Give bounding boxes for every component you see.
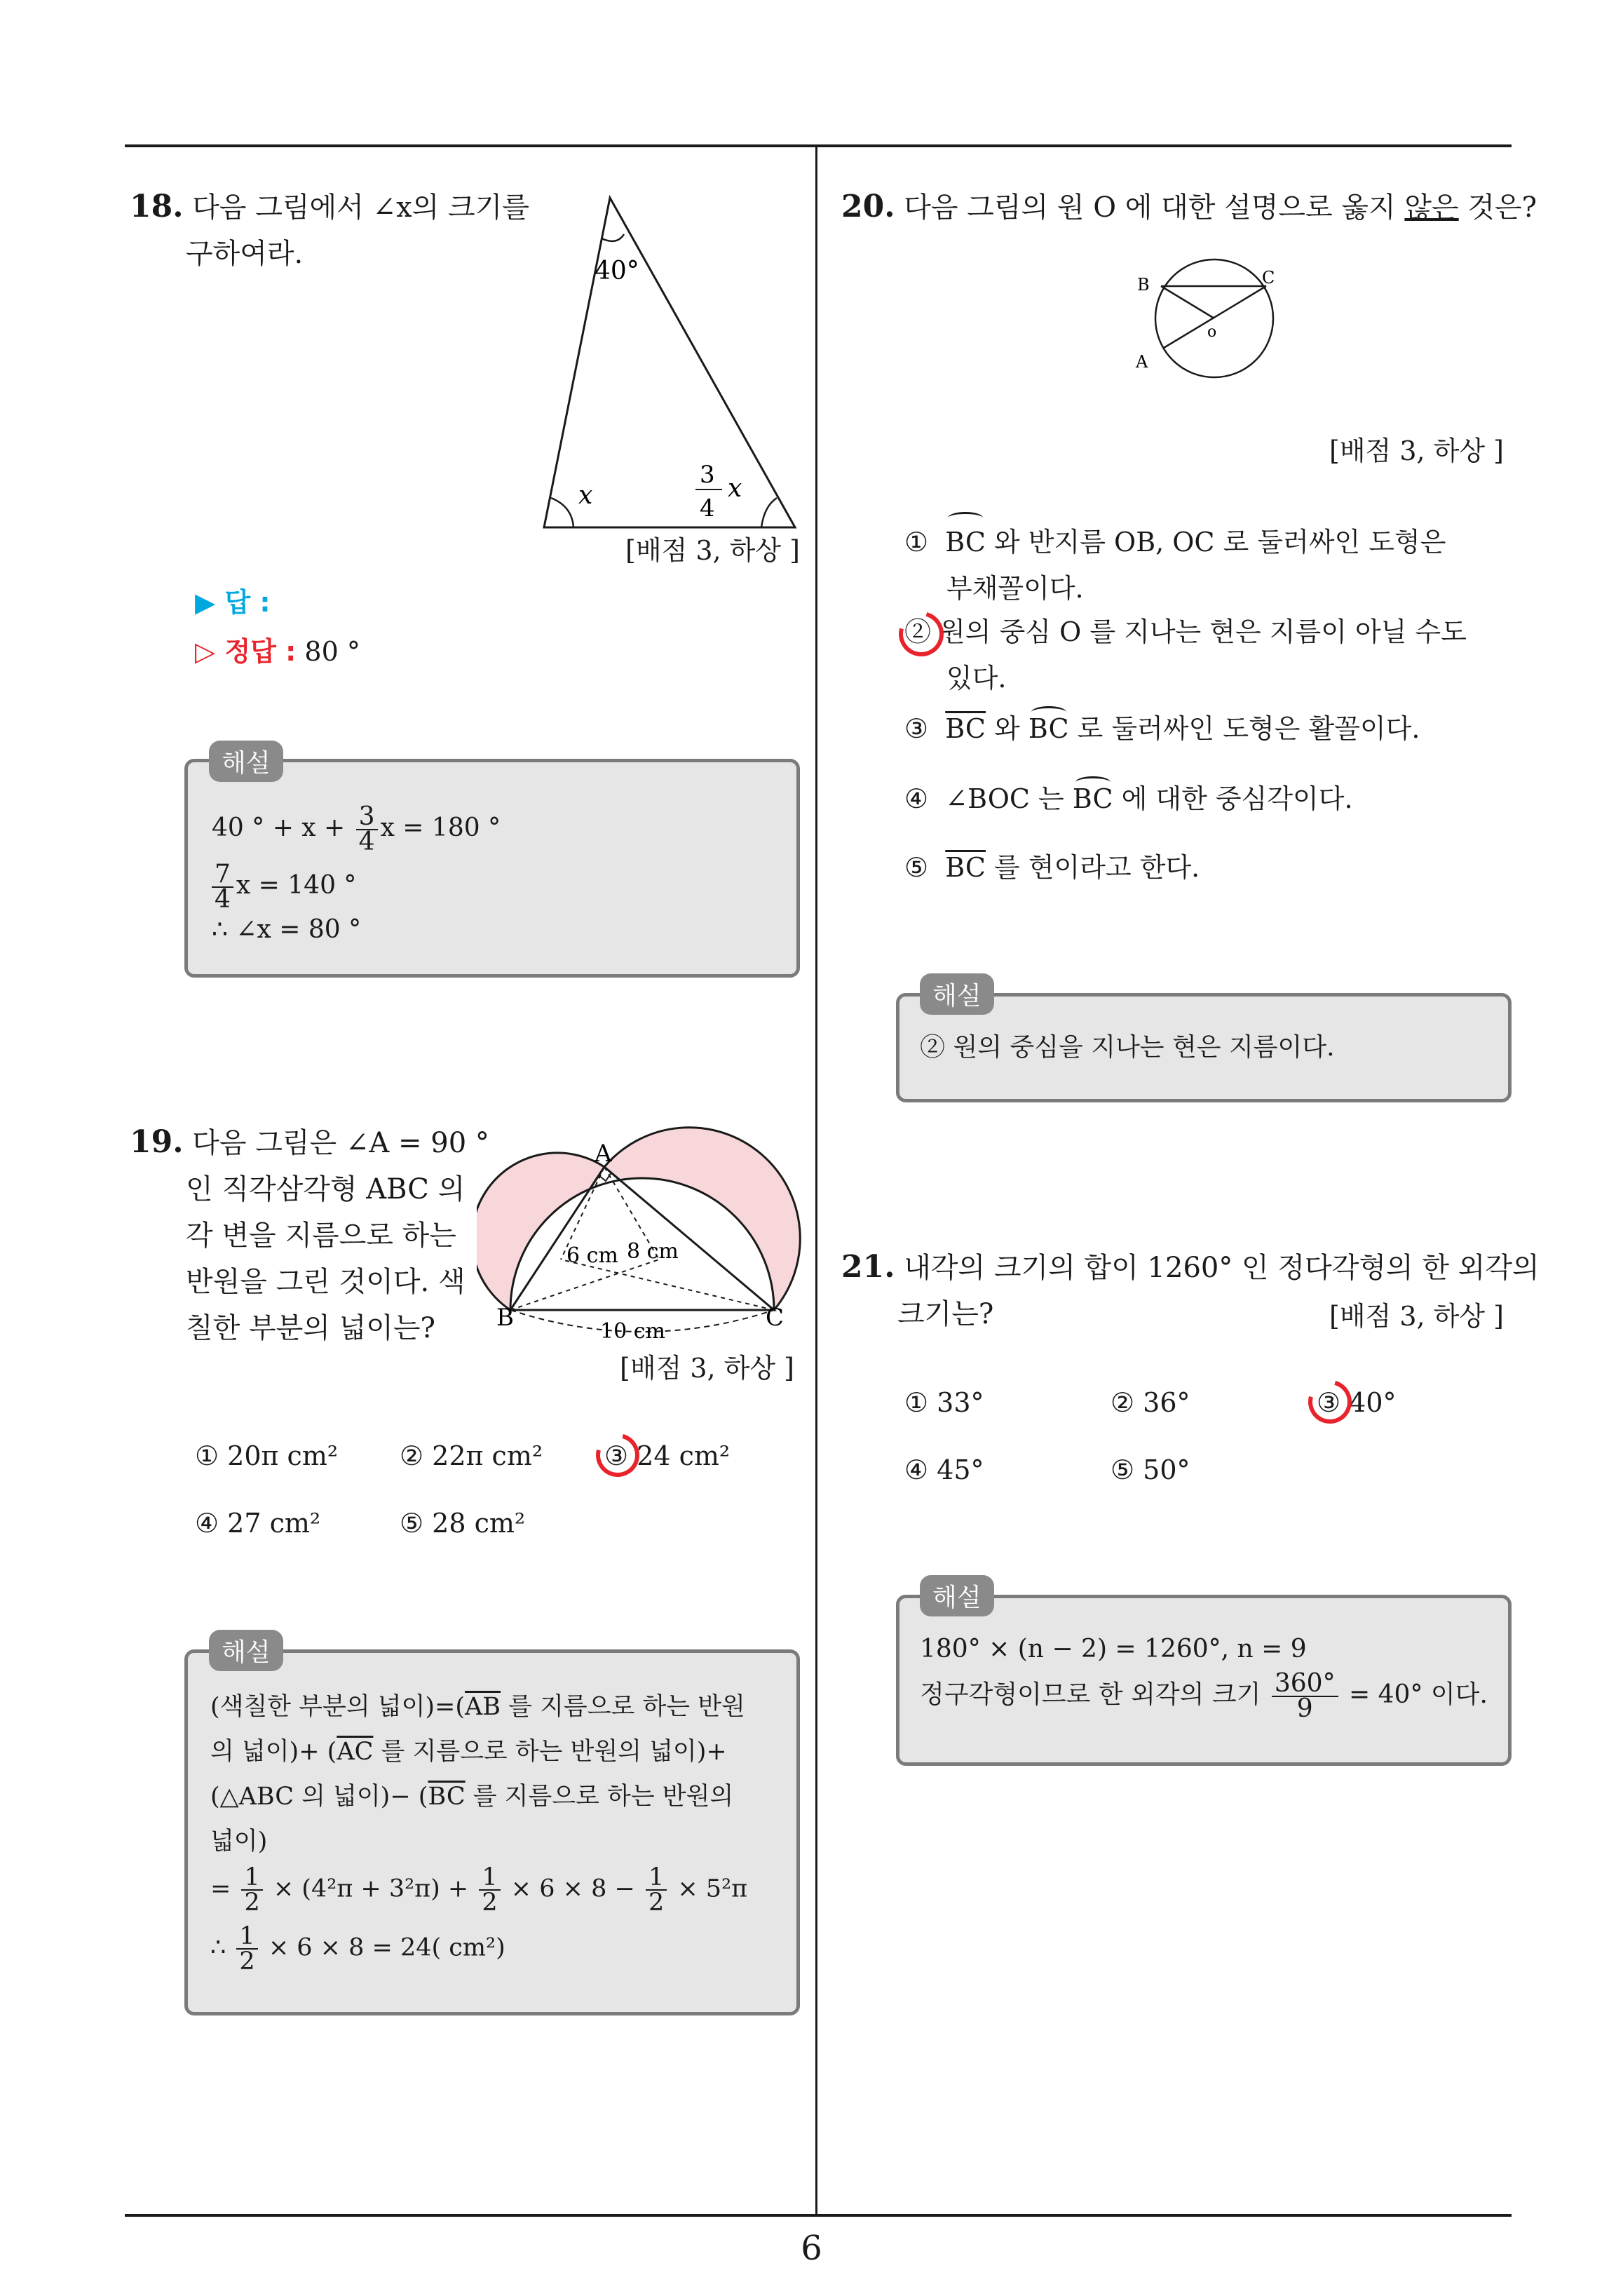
q21-stem: 21. 내각의 크기의 합이 1260° 인 정다각형의 한 외각의 크기는? [841, 1249, 1540, 1330]
q18-line2: 구하여라. [186, 238, 304, 270]
q19-semicircle-figure [477, 1122, 813, 1346]
top-rule [125, 144, 1512, 147]
q18-answer-label: ▶ 답 : [195, 587, 271, 618]
q20-choice-4[interactable]: ④ ∠BOC 는 BC 에 대한 중심각이다. [904, 783, 1353, 814]
q18-angle-top: 40° [595, 257, 639, 285]
q18-stem [130, 184, 529, 277]
q20-label-C: C [1262, 268, 1275, 288]
bottom-rule [125, 2214, 1512, 2217]
q19-exp-line5: = $\frac{1}{2}$ × (4²π + 3²π) + $\frac{1}{2}$ × 6 × 8 − $\frac{1}{2}$ × 5²π [210, 1863, 748, 1917]
q19-choice-5[interactable]: ⑤ 28 cm² [400, 1508, 526, 1539]
q21-choice-3[interactable]: ③ 40° [1317, 1387, 1397, 1418]
q18-angle-right-num: 3 [700, 461, 715, 489]
q19-score: [배점 3, 하상 ] [620, 1353, 794, 1384]
q18-number: 18. [130, 189, 184, 224]
q18-exp-line3: ∴ ∠x = 80 ° [212, 915, 362, 944]
q19-label-B: B [496, 1304, 514, 1332]
q21-score: [배점 3, 하상 ] [1329, 1301, 1504, 1332]
q21-explanation-tag: 해설 [920, 1575, 994, 1616]
q21-choice-2[interactable]: ② 36° [1111, 1387, 1190, 1418]
q19-exp-line3: (△ABC 의 넓이)− ($\overline{BC}$ 를 지름으로 하는 반원의 [210, 1783, 734, 1811]
q20-choice-3[interactable]: ③ $\overline{BC}$ 와 BC 로 둘러싸인 도형은 활꼴이다. [904, 713, 1420, 744]
q19-label-bc: 10 cm [600, 1319, 665, 1344]
q18-exp-line1: 40 ° + x + $\frac{3}{4}$ x = 180 ° [212, 802, 501, 856]
q20-score: [배점 3, 하상 ] [1329, 435, 1504, 466]
q21-choice-4[interactable]: ④ 45° [904, 1454, 984, 1485]
q18-angle-right-den: 4 [700, 494, 715, 522]
q21-exp-line2: 정구각형이므로 한 외각의 크기 $\frac{360^\circ}{9}$ = 40° 이다. [920, 1669, 1488, 1723]
q18-correct-value: 80 ° [304, 636, 360, 667]
q20-explanation-tag: 해설 [920, 973, 994, 1015]
q19-exp-line6: ∴ $\frac{1}{2}$ × 6 × 8 = 24( cm²) [210, 1922, 505, 1976]
q19-choice-4[interactable]: ④ 27 cm² [195, 1508, 321, 1539]
q18-angle-right-var: x [728, 474, 742, 503]
q21-number: 21. [841, 1249, 895, 1285]
q19-label-ac: 8 cm [627, 1239, 679, 1264]
q21-selected-mark [1301, 1372, 1360, 1432]
q19-choice-2[interactable]: ② 22π cm² [400, 1440, 543, 1471]
q19-explanation-tag: 해설 [209, 1630, 283, 1671]
q19-label-C: C [766, 1304, 785, 1332]
q20-label-B: B [1137, 275, 1150, 295]
q18-angle-left: x [578, 481, 593, 510]
q18-triangle-figure [533, 189, 813, 540]
q20-label-O: o [1207, 323, 1217, 341]
q20-choice-5[interactable]: ⑤ $\overline{BC}$ 를 현이라고 한다. [904, 852, 1200, 883]
q19-choice-1[interactable]: ① 20π cm² [195, 1440, 339, 1471]
page-number: 6 [801, 2229, 822, 2268]
q20-exp-line: ② 원의 중심을 지나는 현은 지름이다. [920, 1033, 1335, 1062]
q19-exp-line4: 넓이) [210, 1828, 268, 1856]
q21-choice-5[interactable]: ⑤ 50° [1111, 1454, 1190, 1485]
q18-correct-answer: ▷ 정답 : 80 ° [195, 636, 360, 667]
q20-choice-2[interactable]: ② 원의 중심 O 를 지나는 현은 지름이 아닐 수도 있다. [904, 616, 1467, 694]
q19-exp-line1: (색칠한 부분의 넓이)$=(\overline{AB}$ 를 지름으로 하는 반원 [210, 1693, 745, 1721]
q19-label-ab: 6 cm [566, 1243, 618, 1268]
q21-exp-line1: 180° × (n − 2) = 1260°, n = 9 [920, 1635, 1307, 1663]
q19-label-A: A [595, 1140, 612, 1168]
q18-score: [배점 3, 하상 ] [625, 535, 800, 566]
q19-choice-3[interactable]: ③ 24 cm² [604, 1440, 731, 1471]
q20-label-A: A [1136, 352, 1148, 372]
q21-choice-1[interactable]: ① 33° [904, 1387, 984, 1418]
q19-number: 19. [130, 1124, 184, 1160]
q18-line1: 다음 그림에서 ∠x의 크기를 [192, 191, 529, 224]
q19-exp-line2: 의 넓이)+ ($\overline{AC}$ 를 지름으로 하는 반원의 넓이)+ [210, 1738, 727, 1766]
q18-explanation-tag: 해설 [209, 741, 283, 782]
q20-choice-1[interactable]: ① BC 와 반지름 OB, OC 로 둘러싸인 도형은 부채꼴이다. [904, 519, 1446, 612]
q19-stem: 19. 다음 그림은 ∠A = 90 ° 인 직각삼각형 ABC 의 각 변을 지름으로 하는 반원을 그린 것이다. 색 칠한 부분의 넓이는? [130, 1124, 489, 1344]
q19-selected-mark [588, 1426, 648, 1485]
q20-circle-figure [1129, 258, 1283, 384]
column-divider [815, 146, 817, 2215]
q20-stem: 20. 다음 그림의 원 O 에 대한 설명으로 옳지 않은 것은? [841, 189, 1537, 224]
q20-number: 20. [841, 189, 895, 224]
q18-exp-line2: $\frac{7}{4}$ x = 140 ° [212, 863, 356, 912]
